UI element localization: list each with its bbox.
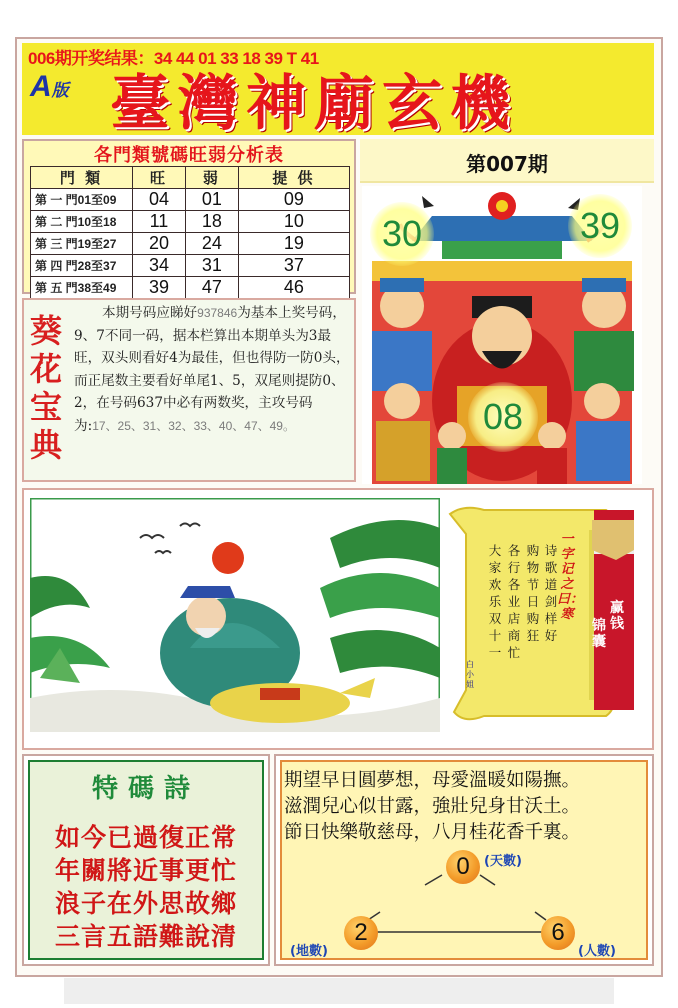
sunflower-end: 。 [282,418,295,433]
cell-tigong: 10 [238,211,349,233]
sunflower-text-a: 本期号码应睇好 [102,305,198,321]
row-label: 第 四 門28至37 [31,255,133,277]
mothers-day-line: 節日快樂敬慈母，八月桂花香千裏。 [284,822,581,843]
sunflower-char: 典 [29,426,62,464]
cell-wang: 34 [133,255,186,277]
scroll-poem-col: 购物节日购狂 [526,543,540,643]
ribbon-title: 一字记之曰：寒 [557,532,584,622]
table-row [31,255,350,277]
human-label: (人數) [578,944,616,959]
analysis-title: 各門類號碼旺弱分析表 [94,145,284,166]
col-header: 弱 [185,167,238,189]
earth-number: 2 [344,916,378,950]
temple-number-right: 39 [568,194,632,258]
table-header-row [31,167,350,189]
special-poem-line: 如今已過復正常 [54,823,237,852]
row-label: 第 二 門10至18 [31,211,133,233]
table-row [31,233,350,255]
cell-tigong: 09 [238,189,349,211]
issue-number: 第007期 [466,152,548,176]
temple-number-left: 30 [370,202,434,266]
temple-illustration [362,186,642,484]
special-poem-title: 特碼詩 [91,774,200,804]
sunflower-text [74,302,352,438]
cell-tigong: 19 [238,233,349,255]
sunflower-base-number: 937846 [197,306,238,320]
cell-ruo: 24 [185,233,238,255]
mothers-day-line: 期望早日圓夢想，母愛溫暖如陽撫。 [284,770,581,791]
edition-suffix: 版 [51,81,69,100]
sunflower-char: 宝 [29,388,62,426]
table-row [31,211,350,233]
cell-wang: 20 [133,233,186,255]
cell-wang: 39 [133,277,186,299]
row-label: 第 一 門01至09 [31,189,133,211]
earth-label: (地數) [290,944,328,959]
cell-tigong: 46 [238,277,349,299]
cell-ruo: 01 [185,189,238,211]
scroll-poem-col: 大家欢乐双十一 [488,543,502,660]
special-poem-line: 三言五語難說清 [54,922,237,951]
sunflower-title [28,312,64,464]
special-poem-line: 浪子在外思故鄉 [54,889,237,918]
table-row [31,277,350,299]
scroll-side-name: 白小姐 [466,660,474,689]
col-header: 門 類 [31,167,133,189]
col-header: 提 供 [238,167,349,189]
heaven-number: 0 [446,850,480,884]
human-number: 6 [541,916,575,950]
sunflower-char: 葵 [29,312,62,350]
sign-text-1: 赢钱 [610,600,624,632]
heaven-label: (天數) [484,854,522,869]
sunflower-char: 花 [29,350,62,388]
edition-letter: A [30,70,52,103]
sign-text-2: 锦囊 [592,618,606,650]
cell-ruo: 47 [185,277,238,299]
edition-badge [30,70,69,104]
mothers-day-line: 滋潤兒心似甘露，強壯兒身甘沃土。 [284,796,581,817]
scroll-poem-col: 诗歌道剑样好 [544,543,558,643]
col-header: 旺 [133,167,186,189]
cell-ruo: 31 [185,255,238,277]
sunflower-main-numbers: 17、25、31、32、33、40、47、49 [92,418,283,433]
bottom-strip [64,978,614,1004]
cell-tigong: 37 [238,255,349,277]
cell-wang: 04 [133,189,186,211]
scroll-poem-col: 各行各业店商忙 [507,543,521,660]
temple-number-center: 08 [468,382,538,452]
main-title: 臺灣神廟玄機 [110,69,518,139]
cell-wang: 11 [133,211,186,233]
table-row [31,189,350,211]
previous-result: 006期开奖结果：34 44 01 33 18 39 T 41 [28,49,319,68]
special-poem-line: 年關將近事更忙 [54,856,237,885]
cell-ruo: 18 [185,211,238,233]
row-label: 第 三 門19至27 [31,233,133,255]
row-label: 第 五 門38至49 [31,277,133,299]
sunflower-text-c: 为基本上奖号码，9、7不同一码，据本栏算出本期单头为3最旺，双头则看好4为最佳，但也得防一防0头，而正尾数主要看好单尾1、5，双尾则提防0、2，在号码637中必有两数奖，主攻号码为: [74,305,350,434]
wanderer-illustration [30,498,440,732]
analysis-table [30,166,350,299]
